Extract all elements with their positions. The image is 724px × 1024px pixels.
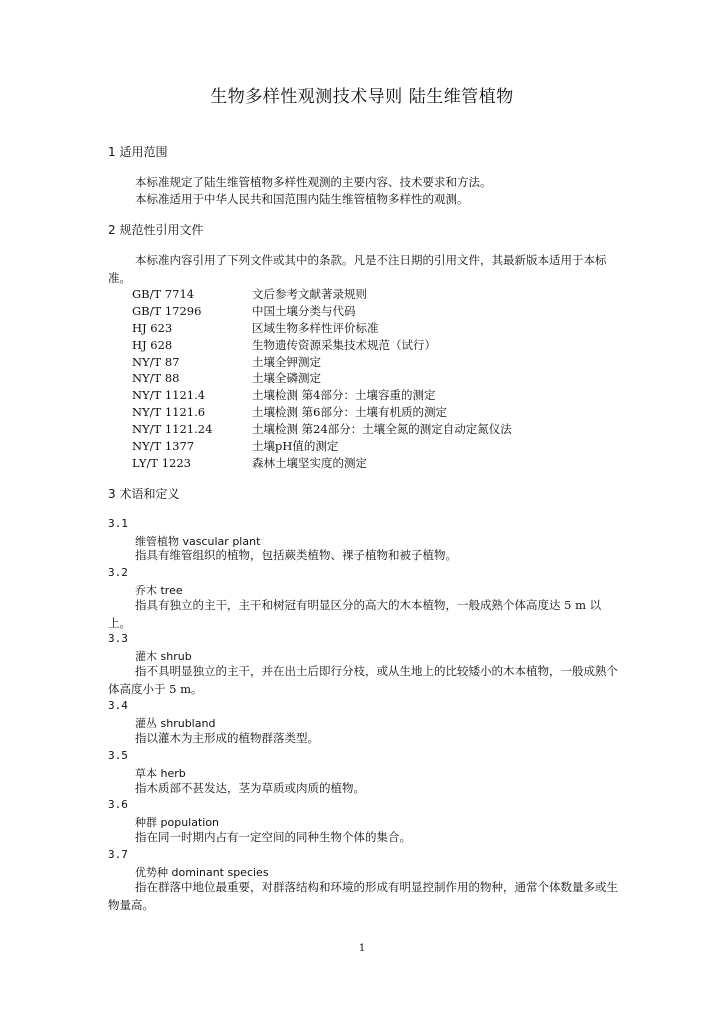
reference-item — [132, 421, 512, 438]
reference-code: HJ 628 — [132, 337, 173, 352]
document-title: 生物多样性观测技术导则 陆生维管植物 — [210, 87, 514, 107]
reference-code: NY/T 1121.24 — [132, 422, 213, 437]
reference-code: NY/T 1121.6 — [132, 405, 206, 420]
reference-item — [132, 404, 512, 421]
reference-code: HJ 623 — [132, 320, 173, 335]
paragraph: 本标准适用于中华人民共和国范围内陆生维管植物多样性的观测。 — [135, 192, 469, 206]
reference-title: 土壤全磷测定 — [252, 371, 321, 386]
term-definition: 指木质部不甚发达，茎为草质或肉质的植物。 — [135, 781, 365, 795]
section-heading-terms: 3 术语和定义 — [108, 487, 180, 501]
reference-item — [132, 354, 512, 371]
term-number: 3.7 — [108, 848, 128, 861]
term-name: 优势种 dominant species — [135, 866, 269, 879]
reference-item — [132, 387, 512, 404]
reference-title: 土壤pH值的测定 — [252, 439, 339, 454]
term-number: 3.6 — [108, 798, 128, 811]
paragraph: 本标准内容引用了下列文件或其中的条款。凡是不注日期的引用文件，其最新版本适用于本标准。 — [108, 253, 607, 285]
reference-code: NY/T 88 — [132, 371, 180, 386]
reference-title: 生物遗传资源采集技术规范（试行） — [252, 337, 436, 352]
term-number: 3.2 — [108, 566, 128, 579]
term-name: 灌丛 shrubland — [135, 717, 216, 730]
reference-item — [132, 337, 512, 354]
term-number: 3.1 — [108, 517, 128, 530]
term-name: 维管植物 vascular plant — [135, 535, 261, 548]
term-definition: 指以灌木为主形成的植物群落类型。 — [135, 731, 319, 745]
reference-item — [132, 303, 512, 320]
section-heading-references: 2 规范性引用文件 — [108, 223, 204, 237]
reference-item — [132, 320, 512, 337]
term-name: 灌木 shrub — [135, 650, 192, 663]
term-name: 乔木 tree — [135, 584, 183, 597]
reference-item — [132, 286, 512, 303]
reference-code: LY/T 1223 — [132, 455, 191, 470]
reference-code: GB/T 17296 — [132, 303, 202, 318]
term-name: 草本 herb — [135, 767, 186, 780]
reference-code: NY/T 1377 — [132, 439, 195, 454]
reference-title: 森林土壤坚实度的测定 — [252, 455, 367, 470]
reference-title: 文后参考文献著录规则 — [252, 287, 367, 301]
term-name: 种群 population — [135, 816, 220, 829]
term-definition: 指不具明显独立的主干，并在出土后即行分枝，或从生地上的比较矮小的木本植物，一般成熟个体高度小于 5 m。 — [108, 664, 618, 696]
reference-code: GB/T 7714 — [132, 287, 195, 301]
page-number: 1 — [358, 943, 366, 954]
term-definition: 指具有维管组织的植物，包括蕨类植物、裸子植物和被子植物。 — [135, 548, 457, 562]
reference-item — [132, 438, 512, 455]
reference-code: NY/T 87 — [132, 354, 180, 369]
reference-title: 中国土壤分类与代码 — [252, 303, 356, 318]
reference-list — [132, 286, 512, 472]
reference-title: 土壤检测 第4部分：土壤容重的测定 — [252, 388, 436, 403]
reference-code: NY/T 1121.4 — [132, 388, 206, 403]
term-number: 3.5 — [108, 749, 128, 762]
reference-item — [132, 455, 512, 472]
term-number: 3.4 — [108, 699, 128, 712]
paragraph: 本标准规定了陆生维管植物多样性观测的主要内容、技术要求和方法。 — [135, 175, 492, 189]
term-definition: 指具有独立的主干，主干和树冠有明显区分的高大的木本植物，一般成熟个体高度达 5 m 以上。 — [108, 598, 602, 630]
reference-title: 区域生物多样性评价标准 — [252, 320, 379, 335]
section-heading-scope: 1 适用范围 — [108, 145, 168, 159]
reference-title: 土壤检测 第6部分：土壤有机质的测定 — [252, 405, 447, 420]
reference-title: 土壤全钾测定 — [252, 354, 321, 369]
term-definition: 指在群落中地位最重要，对群落结构和环境的形成有明显控制作用的物种，通常个体数量多或生物量高。 — [108, 880, 618, 912]
term-number: 3.3 — [108, 632, 128, 645]
term-definition: 指在同一时期内占有一定空间的同种生物个体的集合。 — [135, 830, 411, 844]
reference-title: 土壤检测 第24部分：土壤全氮的测定自动定氮仪法 — [252, 422, 512, 437]
reference-item — [132, 370, 512, 387]
